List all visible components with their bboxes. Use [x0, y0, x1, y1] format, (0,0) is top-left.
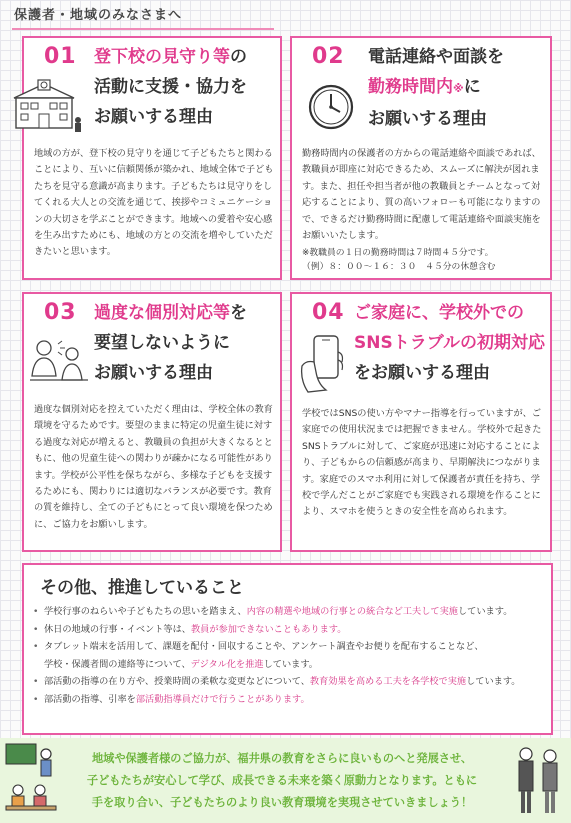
- school-building-icon: [8, 74, 88, 138]
- card-note: ※教職員の１日の勤務時間は７時間４５分です。 （例）８：００～１６：３０ ４５分の休憩含む: [302, 248, 496, 272]
- closing-message: 地域や保護者様のご協力が、福井県の教育をさらに良いものへと発展させ、 子どもたちが安心して学び、成長できる未来を築く原動力となります。ともに 手を取り合い、子どもたちのより良い教育環境を実現させていきましょう！: [86, 752, 478, 809]
- closing-band: [0, 738, 571, 823]
- card-02: [290, 36, 552, 280]
- list-item: • 休日の地域の行事・イベント等は、教員が参加できないこともあります。: [32, 621, 547, 639]
- clock-icon: [306, 82, 356, 132]
- card-number: 04: [312, 300, 345, 325]
- others-list: [32, 603, 547, 708]
- list-item: • タブレット端末を活用して、課題を配付・回収することや、アンケート調査やお便りを配布することなど、 学校・保護者間の連絡等について、デジタル化を推進しています。: [32, 638, 547, 673]
- smartphone-hand-icon: [296, 332, 352, 394]
- others-section: [22, 563, 553, 735]
- card-03: [22, 292, 282, 552]
- others-title: その他、推進していること: [40, 578, 244, 598]
- classroom-teacher-icon: [4, 740, 62, 820]
- card-04: [290, 292, 552, 552]
- card-title: 過度な個別対応等を 要望しないように お願いする理由: [94, 303, 247, 383]
- card-body: 過度な個別対応を控えていただく理由は、学校全体の教育環境を守るためです。要望のままに特定の児童生徒に対する過度な対応が増えると、教職員の負担が大きくなるとともに、他の児童生徒への関わりが疎かになる可能性があります。学校が公平性を保ちながら、多様な子どもを支援するためにも、関わりには適切なバランスが必要です。教育の質を維持し、全ての子どもにとって良い環境を保つために、ご協力をお願いします。: [34, 404, 273, 530]
- card-title: ご家庭に、学校外での SNSトラブルの初期対応 をお願いする理由: [354, 303, 546, 383]
- card-body: 勤務時間内の保護者の方からの電話連絡や面談であれば、教職員が即座に対応できるため、スムーズに解決が図れます。また、担任や担当者が他の教職員とチームとなって対応することにより、質の高いフォローも可能になりますので、できるだけ勤務時間に配慮して電話連絡や面談実施をお願いいたします。: [302, 148, 541, 242]
- page-header: 保護者・地域のみなさまへ: [12, 6, 274, 30]
- list-item: • 部活動の指導の在り方や、授業時間の柔軟な変更などについて、教育効果を高める工夫を各学校で実施しています。: [32, 673, 547, 691]
- card-01: [22, 36, 282, 280]
- card-title: 電話連絡や面談を 勤務時間内※に お願いする理由: [368, 47, 504, 129]
- card-title: 登下校の見守り等の 活動に支援・協力を お願いする理由: [94, 47, 247, 127]
- staff-people-icon: [508, 740, 568, 820]
- meeting-people-icon: [28, 336, 90, 388]
- card-number: 03: [44, 300, 77, 325]
- list-item: • 部活動の指導、引率を部活動指導員だけで行うことがあります。: [32, 691, 547, 709]
- card-body: 地域の方が、登下校の見守りを通じて子どもたちと関わることにより、互いに信頼関係が築かれ、地域全体で子どもたちを見守る意識が高まります。子どもたちは見守りをしてくれる大人との交流を通じて、挨拶やコミュニケーションの大切さを学ぶことができます。地域への愛着や安心感を生み出すためにも、地域の方との交流を増やしていただきたいと思います。: [34, 148, 274, 258]
- card-number: 02: [312, 44, 345, 69]
- card-body: 学校ではSNSの使い方やマナー指導を行っていますが、ご家庭での使用状況までは把握できません。学校外で起きたSNSトラブルに対して、ご家庭が迅速に対応することにより、子どもからの信頼感が高まり、早期解決につながります。家庭でのスマホ利用に対して保護者が責任を持ち、学校で学んだことがご家庭でも実践される環境を作ることにより、スマホを使うときの安全性を高められます。: [302, 408, 542, 518]
- card-number: 01: [44, 44, 77, 69]
- list-item: • 学校行事のねらいや子どもたちの思いを踏まえ、内容の精選や地域の行事との統合など工夫して実施しています。: [32, 603, 547, 621]
